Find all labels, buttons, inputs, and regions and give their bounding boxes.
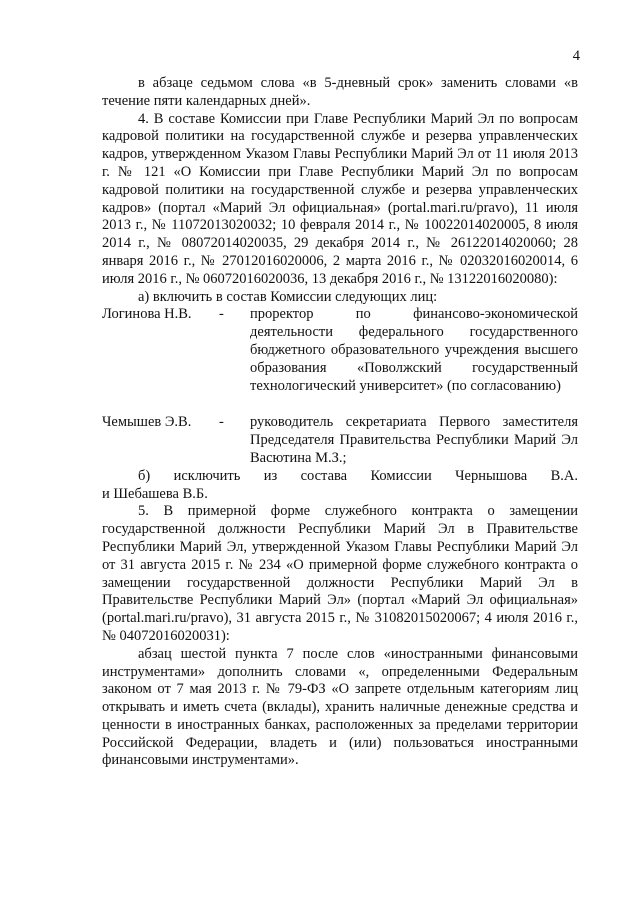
person-role: проректор по финансово-экономической деятельности федерального государственного бюджетного образовательного учреждения высшего образования «Поволжский государственный технологический университет» (по согласованию) <box>250 306 578 394</box>
person-name: Логинова Н.В. <box>102 306 192 323</box>
page-number: 4 <box>572 48 580 64</box>
person-name: Чемышев Э.В. <box>102 414 192 431</box>
paragraph-commission-composition: 4. В составе Комиссии при Главе Республики Марий Эл по вопросам кадровой политики на государственной службе и резерва управленческих кадров, утвержденном Указом Главы Республики Марий Эл от 11 июля 2013 г. № 121 «О Комиссии при Главе Республики Марий Эл по вопросам кадровой политики на государственной службе и резерва управленческих кадров» (портал «Марий Эл официальная» (portal.mari.ru/pravo), 11 июля 2013 г., № 11072013020032; 10 февраля 2014 г., № 10022014020005, 8 июля 2014 г., № 08072014020035, 29 декабря 2014 г., № 26122014020060; 28 января 2016 г., № 27012016020006, 2 марта 2016 г., № 02032016020014, 6 июля 2016 г., № 06072016020036, 13 декабря 2016 г., № 13122016020080): <box>102 110 578 287</box>
spacer <box>102 395 578 414</box>
paragraph-exclude-persons: б) исключить из состава Комиссии Чернышова В.А. <box>138 467 578 484</box>
person-role: руководитель секретариата Первого заместителя Председателя Правительства Республики Марий Эл Васютина М.З.; <box>250 414 578 466</box>
person-dash: - <box>219 414 224 431</box>
paragraph-service-contract: 5. В примерной форме служебного контракта о замещении государственной должности Республики Марий Эл в Правительстве Республики Марий Эл, утвержденной Указом Главы Республики Марий Эл от 31 августа 2015 г. № 234 «О примерной форме служебного контракта о замещении государственной должности Республики Марий Эл в Правительстве Республики Марий Эл» (портал «Марий Эл официальная» (portal.mari.ru/pravo), 31 августа 2015 г., № 31082015020067; 4 июля 2016 г., № 04072016020031): <box>102 503 578 644</box>
paragraph-amend-clause-7: абзац шестой пункта 7 после слов «иностранными финансовыми инструментами» дополнить словами «, определенными Федеральным законом от 7 мая 2013 г. № 79-ФЗ «О запрете отдельным категориям лиц открывать и иметь счета (вклады), хранить наличные денежные средства и ценности в иностранных банках, расположенных за пределами территории Российской Федерации, владеть и (или) пользоваться иностранными финансовыми инструментами». <box>102 645 578 769</box>
person-entry-chemyshev <box>102 414 578 467</box>
person-dash: - <box>219 306 224 323</box>
document-body <box>102 75 578 770</box>
paragraph-amend-deadline: в абзаце седьмом слова «в 5-дневный срок» заменить словами «в течение пяти календарных дней». <box>102 75 578 109</box>
paragraph-include-persons: а) включить в состав Комиссии следующих лиц: <box>138 288 438 305</box>
person-entry-loginova <box>102 306 578 395</box>
paragraph-exclude-persons-continued: и Шебашева В.Б. <box>102 485 208 502</box>
